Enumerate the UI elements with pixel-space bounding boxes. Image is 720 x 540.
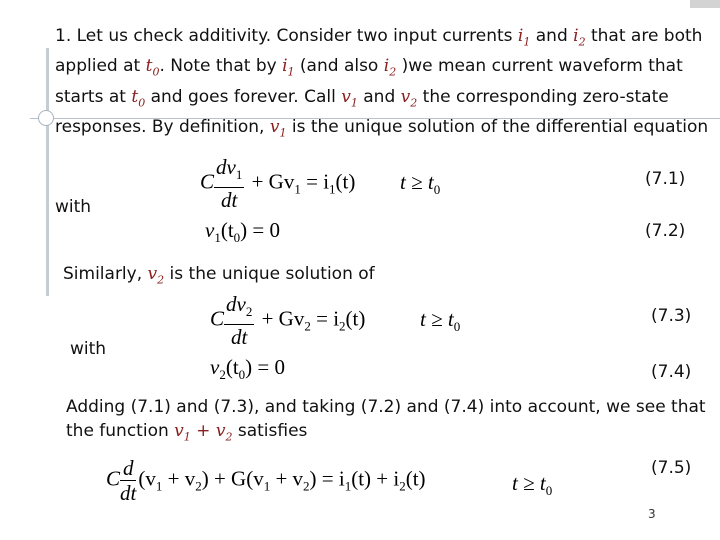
adding-paragraph: Adding (7.1) and (7.3), and taking (7.2) and (7.4) into account, we see that the function $v_1 + v_2$ satisfies <box>66 397 706 444</box>
equation-7-2: $v_1(t_0) = 0$ <box>205 218 280 246</box>
equation-7-1-condition: $t \ge t_0$ <box>400 170 441 198</box>
equation-7-5-condition: $t \ge t_0$ <box>512 471 553 499</box>
equation-7-5: C $\frac{d}{dt}$ $(v_1 + v_2) + G(v_1 + v_2) = i_1(t) + i_2(t)$ <box>106 456 426 505</box>
equation-7-1: C $\frac{dv_1}{dt}$ + $Gv_1 = i_1(t)$ <box>200 155 356 213</box>
corner-bar <box>690 0 720 8</box>
equation-number-7-4: (7.4) <box>651 362 692 382</box>
equation-7-3: C $\frac{dv_2}{dt}$ + $Gv_2 = i_2(t)$ <box>210 292 366 350</box>
with-label-2: with <box>70 339 107 359</box>
equation-number-7-2: (7.2) <box>645 221 686 241</box>
equation-number-7-1: (7.1) <box>645 169 686 189</box>
intro-paragraph: 1. Let us check additivity. Consider two input currents $i_1$ and $i_2$ that are both applied at $t_0$. Note that by $i_1$ (and also $i_2$ )we mean current waveform that starts at $t_0$ and goes forever. Call $v_1$ and $v_2$ the corresponding zero-state responses. By definition, $v_1$ is the unique solution of the differential equation <box>55 26 709 140</box>
equation-7-3-condition: $t \ge t_0$ <box>420 307 461 335</box>
equation-number-7-5: (7.5) <box>651 458 692 478</box>
equation-number-7-3: (7.3) <box>651 306 692 326</box>
equation-7-4: $v_2(t_0) = 0$ <box>210 355 285 383</box>
with-label-1: with <box>55 197 92 217</box>
rule-circle-ornament <box>38 110 54 126</box>
vertical-rule <box>46 48 49 296</box>
page-number: 3 <box>648 507 656 521</box>
similarly-paragraph: Similarly, $v_2$ is the unique solution of <box>63 264 375 287</box>
